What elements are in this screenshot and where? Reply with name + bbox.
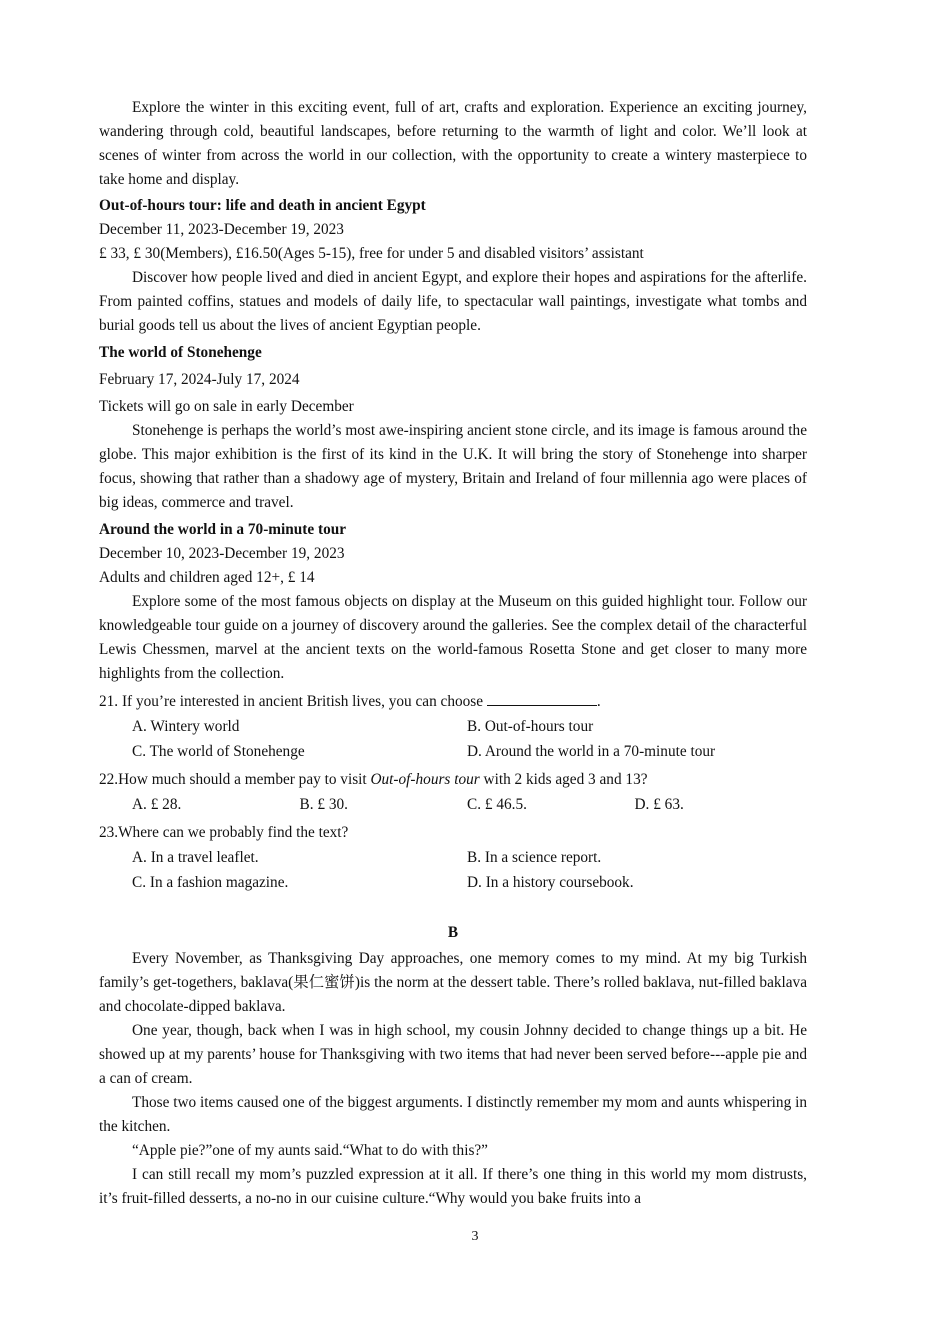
option-b: B. £ 30. <box>299 796 348 813</box>
option-c: C. The world of Stonehenge <box>132 743 305 760</box>
option-a: A. £ 28. <box>132 796 182 813</box>
option-c: C. £ 46.5. <box>467 796 527 813</box>
question-21: 21. If you’re interested in ancient British lives, you can choose . <box>99 693 601 710</box>
option-d: D. Around the world in a 70-minute tour <box>467 743 716 760</box>
event-description: Explore some of the most famous objects on display at the Museum on this guided highlight tour. Follow our knowledgeable tour guide on a journey of discovery around the galleries. See the complex detail of the characterful Lewis Chessmen, marvel at the ancient texts on the world-famous Rosetta Stone and get closer to many more highlights from the collection. <box>99 593 807 682</box>
story-paragraph: “Apple pie?”one of my aunts said.“What to do with this?” <box>132 1142 488 1159</box>
event-title: The world of Stonehenge <box>99 344 262 361</box>
question-23-options <box>99 845 807 895</box>
event-info: Tickets will go on sale in early December <box>99 398 354 415</box>
document-page <box>99 96 807 1211</box>
section-label: B <box>447 924 459 941</box>
event-info: Adults and children aged 12+, £ 14 <box>99 569 315 586</box>
intro-paragraph: Explore the winter in this exciting event, full of art, crafts and exploration. Experience an exciting journey, wandering through cold, beautiful landscapes, before returning to the warmth of light and color. We’ll look at scenes of winter from across the world in our collection, with the opportunity to create a wintery masterpiece to take home and display. <box>99 99 807 188</box>
option-d: D. In a history coursebook. <box>467 874 634 891</box>
question-emphasis: Out-of-hours tour <box>370 771 480 788</box>
question-22-options <box>99 792 807 817</box>
option-a: A. In a travel leaflet. <box>132 849 259 866</box>
story-paragraph: One year, though, back when I was in high school, my cousin Johnny decided to change things up a bit. He showed up at my parents’ house for Thanksgiving with two items that had never been served before---apple pie and a can of cream. <box>99 1022 807 1087</box>
option-d: D. £ 63. <box>634 796 684 813</box>
page-number: 3 <box>471 1229 479 1244</box>
event-title: Around the world in a 70-minute tour <box>99 521 347 538</box>
event-title: Out-of-hours tour: life and death in ancient Egypt <box>99 197 426 214</box>
question-21-options <box>99 714 807 764</box>
story-paragraph: I can still recall my mom’s puzzled expression at it all. If there’s one thing in this world my mom distrusts, it’s fruit-filled desserts, a no-no in our cuisine culture.“Why would you bake fruits into a <box>99 1166 807 1207</box>
question-23: 23.Where can we probably find the text? <box>99 824 349 841</box>
option-b: B. Out-of-hours tour <box>467 718 594 735</box>
option-c: C. In a fashion magazine. <box>132 874 289 891</box>
event-dates: December 11, 2023-December 19, 2023 <box>99 221 344 238</box>
question-22: 22.How much should a member pay to visit Out-of-hours tour with 2 kids aged 3 and 13? <box>99 771 648 788</box>
story-paragraph: Those two items caused one of the biggest arguments. I distinctly remember my mom and aunts whispering in the kitchen. <box>99 1094 807 1135</box>
story-paragraph: Every November, as Thanksgiving Day approaches, one memory comes to my mind. At my big Turkish family’s get-togethers, baklava(果仁蜜饼)is the norm at the dessert table. There’s rolled baklava, nut-filled baklava and chocolate-dipped baklava. <box>99 950 807 1015</box>
event-dates: December 10, 2023-December 19, 2023 <box>99 545 345 562</box>
event-info: £ 33, £ 30(Members), £16.50(Ages 5-15), free for under 5 and disabled visitors’ assistant <box>99 245 644 262</box>
option-a: A. Wintery world <box>132 718 240 735</box>
event-description: Stonehenge is perhaps the world’s most awe-inspiring ancient stone circle, and its image is famous around the globe. This major exhibition is the first of its kind in the U.K. It will bring the story of Stonehenge into sharper focus, showing that rather than a shadowy age of mystery, Britain and Ireland of four millennia ago were places of big ideas, commerce and travel. <box>99 422 807 511</box>
option-b: B. In a science report. <box>467 849 602 866</box>
question-stem: 21. If you’re interested in ancient British lives, you can choose <box>99 693 484 710</box>
event-dates: February 17, 2024-July 17, 2024 <box>99 371 300 388</box>
event-description: Discover how people lived and died in ancient Egypt, and explore their hopes and aspirations for the afterlife. From painted coffins, statues and models of daily life, to spectacular wall paintings, investigate what tombs and burial goods tell us about the lives of ancient Egyptian people. <box>99 269 807 334</box>
answer-blank <box>487 691 597 706</box>
